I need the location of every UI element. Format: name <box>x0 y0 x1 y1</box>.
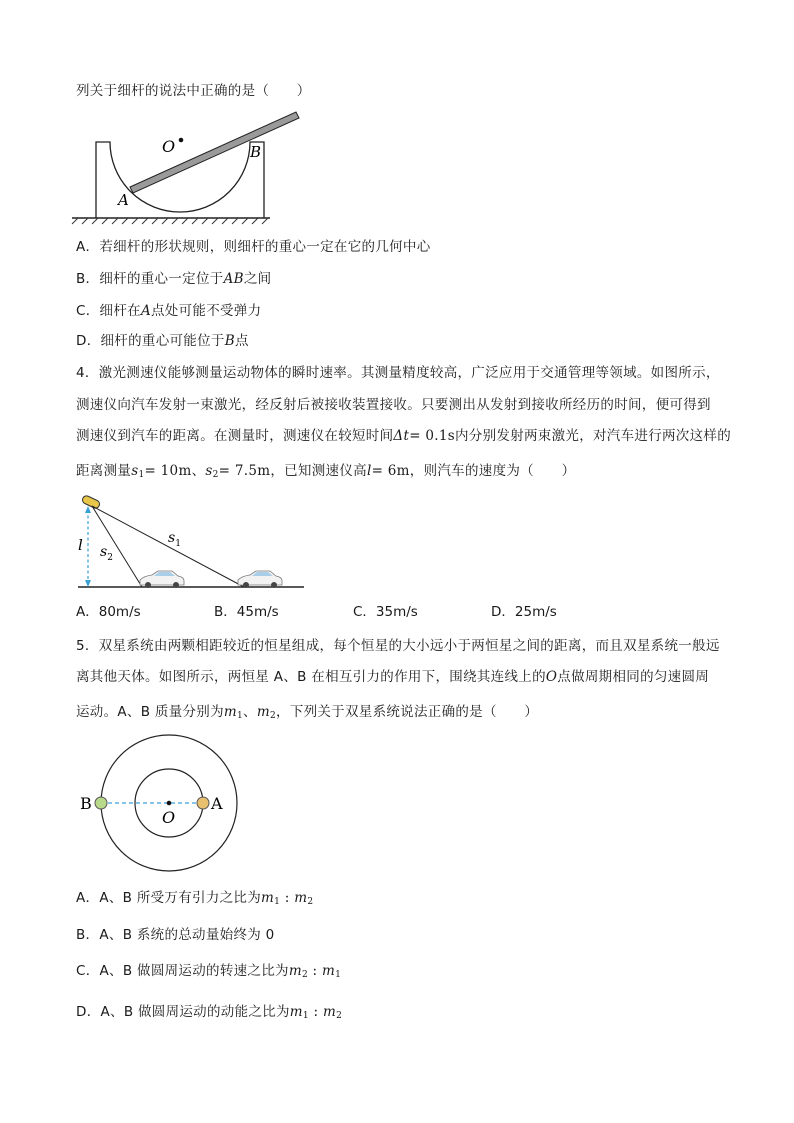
label-l: l <box>78 536 83 554</box>
label-o: O <box>162 808 176 827</box>
q3-figure <box>70 105 300 225</box>
q4-stem-line1: 4．激光测速仪能够测量运动物体的瞬时速率。其测量精度较高，广泛应用于交通管理等领域。如图所示， <box>76 365 720 381</box>
height-arrow-bottom <box>85 580 91 587</box>
label-s2: $s_2$ <box>100 544 113 563</box>
q4-option-c: C．35m/s <box>353 604 418 620</box>
label-a: A <box>118 191 129 209</box>
q3-option-c: C．细杆在A点处可能不受弹力 <box>76 303 262 319</box>
speed-gun-icon <box>81 495 101 510</box>
height-arrow-top <box>85 506 91 513</box>
q4-option-d: D．25m/s <box>491 604 557 620</box>
q3-option-a: A．若细杆的形状规则，则细杆的重心一定在它的几何中心 <box>76 239 431 255</box>
car-far-icon <box>238 571 282 588</box>
q5-option-c: C．A、B 做圆周运动的转速之比为$m_2$ : $m_1$ <box>76 963 342 980</box>
q5-option-b: B．A、B 系统的总动量始终为 0 <box>76 927 275 943</box>
star-a <box>197 797 209 809</box>
q5-stem-line2: 离其他天体。如图所示，两恒星 A、B 在相互引力的作用下，围绕其连线上的O点做周期相同的匀速圆周 <box>76 669 710 685</box>
q3-stem: 列关于细杆的说法中正确的是（ ） <box>76 83 311 99</box>
q4-stem-line2: 测速仪向汽车发射一束激光，经反射后被接收装置接收。只要测出从发射到接收所经历的时间，便可得到 <box>76 397 711 413</box>
q5-stem-line1: 5．双星系统由两颗相距较近的恒星组成，每个恒星的大小远小于两恒星之间的距离，而且双星系统一般远 <box>76 638 720 654</box>
thin-rod <box>130 112 299 193</box>
label-s1: $s_1$ <box>168 530 181 549</box>
label-b: B <box>250 143 262 161</box>
q3-option-b: B．细杆的重心一定位于AB之间 <box>76 271 272 287</box>
ground-hatch <box>72 218 268 224</box>
q5-option-a: A．A、B 所受万有引力之比为$m_1$ : $m_2$ <box>76 890 314 907</box>
label-b: B <box>80 794 92 813</box>
q3-option-d: D．细杆的重心可能位于B点 <box>76 333 249 349</box>
label-a: A <box>211 794 223 813</box>
q5-option-d: D．A、B 做圆周运动的动能之比为$m_1$ : $m_2$ <box>76 1004 343 1021</box>
center-point-o <box>179 138 184 143</box>
q4-option-a: A．80m/s <box>76 604 141 620</box>
q4-option-b: B．45m/s <box>214 604 279 620</box>
star-b <box>95 797 107 809</box>
q4-stem-line3: 测速仪到汽车的距离。在测量时，测速仪在较短时间Δt= 0.1s内分别发射两束激光，对汽车进行两次这样的 <box>76 428 731 444</box>
q4-figure <box>74 492 314 597</box>
car-near-icon <box>140 571 184 588</box>
q5-figure <box>74 735 254 875</box>
center-o-dot <box>167 801 172 806</box>
q4-stem-line4: 距离测量$s_1= 10m$、$s_2= 7.5m$，已知测速仪高l= 6m，则汽车的速度为（ ） <box>76 463 576 480</box>
label-o: O <box>162 137 176 156</box>
q5-stem-line3: 运动。A、B 质量分别为$m_1$、$m_2$，下列关于双星系统说法正确的是（ ） <box>76 704 539 721</box>
